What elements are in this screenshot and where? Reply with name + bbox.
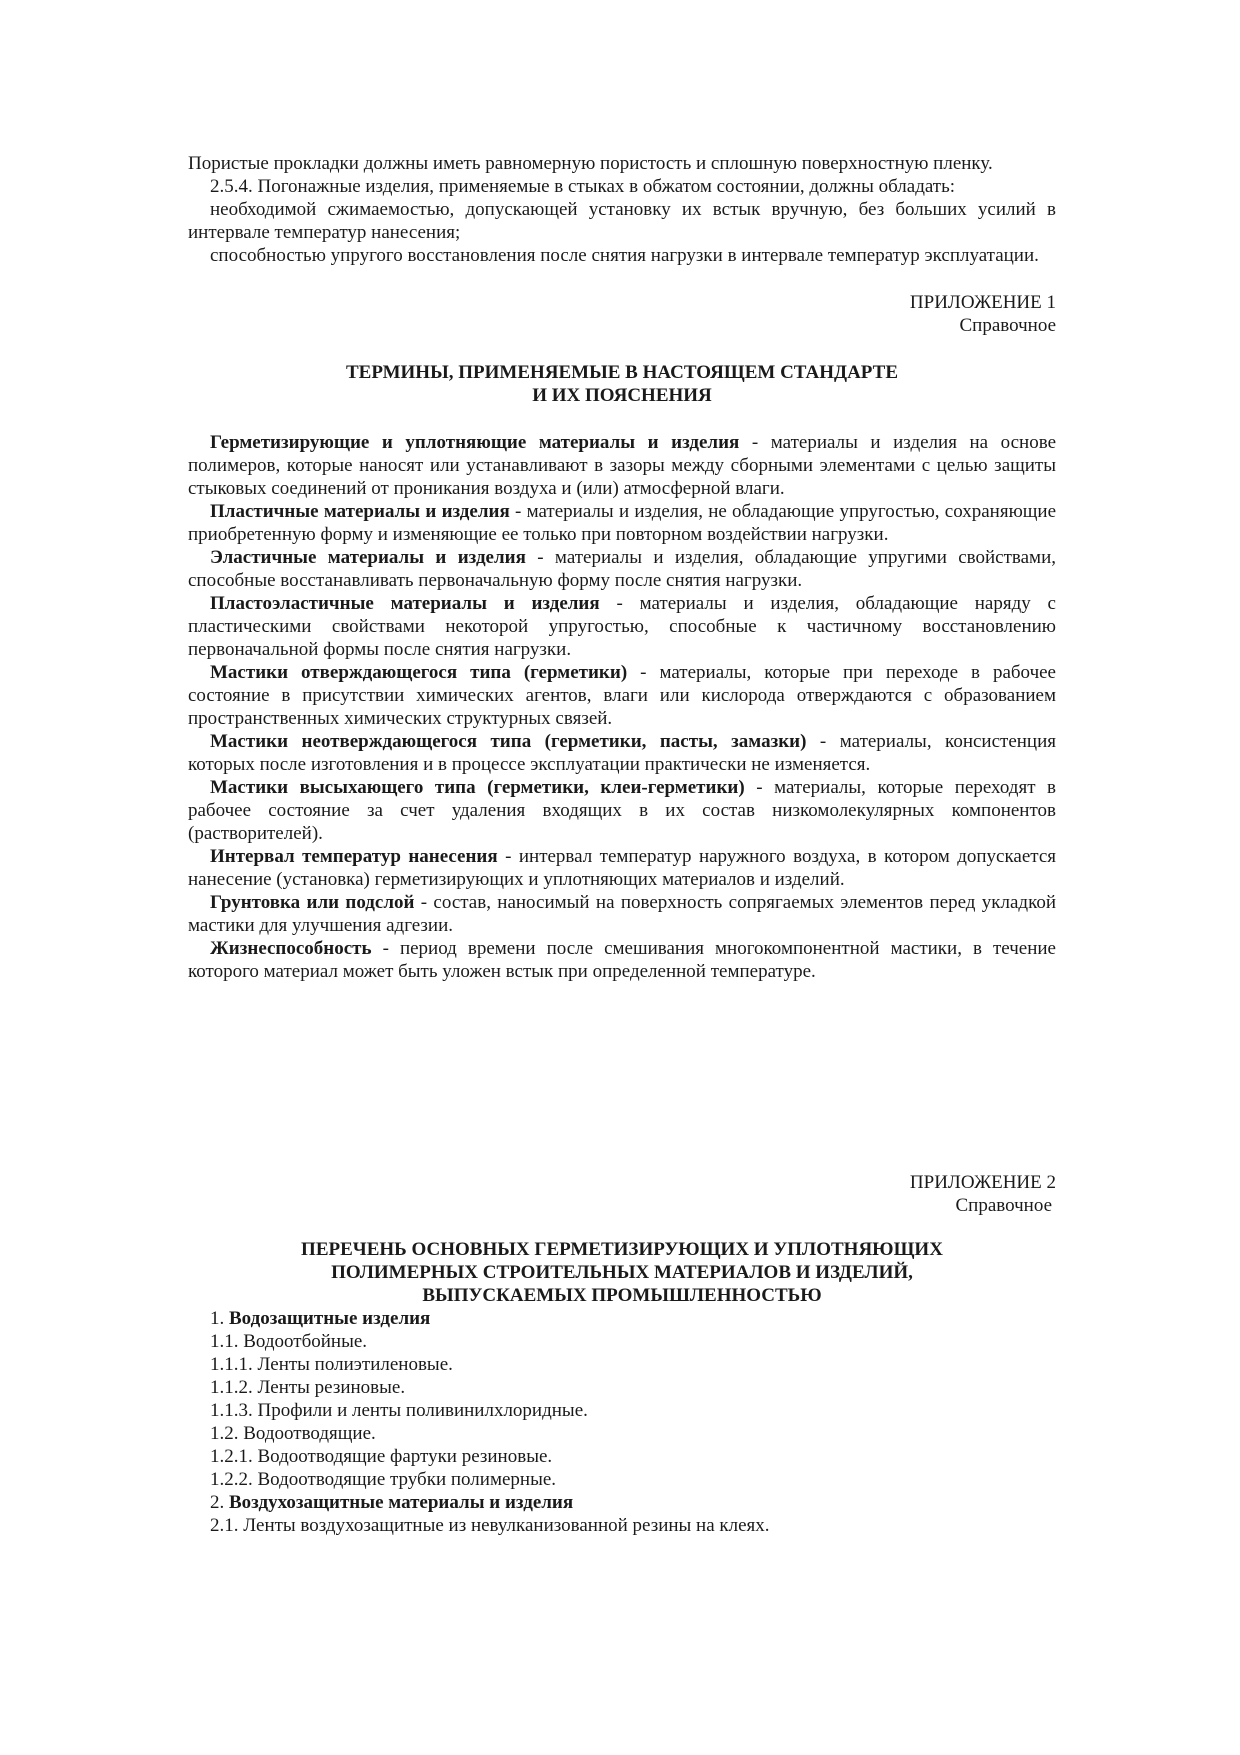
- appendix2-title-line3: ВЫПУСКАЕМЫХ ПРОМЫШЛЕННОСТЬЮ: [422, 1285, 822, 1306]
- list-item: [188, 1468, 1056, 1491]
- appendix2-title-line1: ПЕРЕЧЕНЬ ОСНОВНЫХ ГЕРМЕТИЗИРУЮЩИХ И УПЛОТНЯЮЩИХ: [301, 1239, 943, 1260]
- appendix1-kind: Справочное: [959, 315, 1056, 336]
- term-definition: - материалы и изделия на основе полимеров, которые наносят или устанавливают в зазоры между сборными элементами с целью защиты стыковых соединений от проникания воздуха и (или) атмосферной влаги.: [188, 432, 1057, 499]
- term-definition: - материалы и изделия, обладающие упругими свойствами, способные восстанавливать первоначальную форму после снятия нагрузки.: [188, 547, 1056, 591]
- appendix1-title-line2: И ИХ ПОЯСНЕНИЯ: [532, 385, 712, 406]
- term-entry: [188, 776, 1056, 845]
- document-page: [188, 152, 1056, 1537]
- term-name: Интервал температур нанесения: [210, 846, 498, 867]
- intro-paragraph-3: необходимой сжимаемостью, допускающей установку их встык вручную, без больших усилий в интервале температур нанесения;: [188, 199, 1056, 243]
- term-name: Пластичные материалы и изделия: [210, 501, 510, 522]
- appendix2-title-line2: ПОЛИМЕРНЫХ СТРОИТЕЛЬНЫХ МАТЕРИАЛОВ И ИЗДЕЛИЙ,: [331, 1262, 913, 1283]
- term-name: Мастики неотверждающегося типа (герметики, пасты, замазки): [210, 731, 807, 752]
- appendix2-label: ПРИЛОЖЕНИЕ 2: [909, 1172, 1056, 1193]
- term-definition: - период времени после смешивания многокомпонентной мастики, в течение которого материал может быть уложен встык при определенной температуре.: [188, 938, 1056, 982]
- list-item-text: Водоотбойные.: [243, 1331, 368, 1352]
- list-item-text: Ленты полиэтиленовые.: [257, 1354, 453, 1375]
- term-definition: - материалы и изделия, обладающие наряду с пластическими свойствами некоторой упругостью, способные к частичному восстановлению первоначальной формы после снятия нагрузки.: [188, 593, 1056, 660]
- list-item: [188, 1422, 1056, 1445]
- list-item: [188, 1399, 1056, 1422]
- list-item-number: 2.: [210, 1492, 229, 1513]
- list-item: [188, 1514, 1056, 1537]
- list-item: [188, 1376, 1056, 1399]
- intro-paragraph-4: способностью упругого восстановления после снятия нагрузки в интервале температур эксплуатации.: [210, 245, 1039, 266]
- list-item-number: 1.1.3.: [210, 1400, 258, 1421]
- term-name: Грунтовка или подслой: [210, 892, 415, 913]
- list-item: [188, 1491, 1056, 1514]
- terms-list: [188, 431, 1056, 983]
- term-name: Эластичные материалы и изделия: [210, 547, 526, 568]
- list-item-number: 1.1.1.: [210, 1354, 258, 1375]
- term-entry: [188, 845, 1056, 891]
- list-item-text: Ленты резиновые.: [257, 1377, 406, 1398]
- appendix1-title-line1: ТЕРМИНЫ, ПРИМЕНЯЕМЫЕ В НАСТОЯЩЕМ СТАНДАРТЕ: [345, 362, 898, 383]
- list-item: [188, 1353, 1056, 1376]
- term-name: Герметизирующие и уплотняющие материалы и изделия: [210, 432, 740, 453]
- term-name: Мастики высыхающего типа (герметики, клеи-герметики): [210, 777, 745, 798]
- materials-list: [188, 1307, 1056, 1537]
- list-item-number: 2.1.: [210, 1515, 244, 1536]
- list-item-number: 1.2.2.: [210, 1469, 258, 1490]
- term-entry: [188, 730, 1056, 776]
- list-item-text: Водоотводящие.: [243, 1423, 376, 1444]
- term-name: Жизнеспособность: [210, 938, 372, 959]
- term-name: Пластоэластичные материалы и изделия: [210, 593, 600, 614]
- list-item-number: 1.2.1.: [210, 1446, 258, 1467]
- list-item-number: 1.1.2.: [210, 1377, 258, 1398]
- term-definition: - материалы, которые переходят в рабочее состояние за счет удаления входящих в их состав низкомолекулярных компонентов (растворителей).: [188, 777, 1057, 844]
- term-entry: [188, 431, 1056, 500]
- term-entry: [188, 937, 1056, 983]
- term-entry: [188, 500, 1056, 546]
- list-item-number: 1.1.: [210, 1331, 244, 1352]
- list-item: [188, 1330, 1056, 1353]
- list-item-text: Водоотводящие фартуки резиновые.: [257, 1446, 553, 1467]
- appendix1-label: ПРИЛОЖЕНИЕ 1: [909, 292, 1056, 313]
- list-item-text: Водоотводящие трубки полимерные.: [257, 1469, 557, 1490]
- list-item-text: Воздухозащитные материалы и изделия: [229, 1492, 574, 1513]
- term-definition: - материалы, которые при переходе в рабочее состояние в присутствии химических агентов, влаги или кислорода отверждаются с образованием пространственных химических структурных связей.: [188, 662, 1056, 729]
- list-item-text: Профили и ленты поливинилхлоридные.: [257, 1400, 588, 1421]
- term-definition: - интервал температур наружного воздуха, в котором допускается нанесение (установка) герметизирующих и уплотняющих материалов и изделий.: [188, 846, 1056, 890]
- term-entry: [188, 592, 1056, 661]
- list-item-text: Водозащитные изделия: [229, 1308, 431, 1329]
- list-item-text: Ленты воздухозащитные из невулканизованной резины на клеях.: [243, 1515, 770, 1536]
- term-name: Мастики отверждающегося типа (герметики): [210, 662, 628, 683]
- term-entry: [188, 546, 1056, 592]
- list-item: [188, 1307, 1056, 1330]
- term-definition: - материалы и изделия, не обладающие упругостью, сохраняющие приобретенную форму и изменяющие ее только при повторном воздействии нагрузки.: [188, 501, 1056, 545]
- term-definition: - состав, наносимый на поверхность сопрягаемых элементов перед укладкой мастики для улучшения адгезии.: [188, 892, 1057, 936]
- list-item-number: 1.: [210, 1308, 229, 1329]
- list-item: [188, 1445, 1056, 1468]
- intro-paragraph-2: 2.5.4. Погонажные изделия, применяемые в стыках в обжатом состоянии, должны обладать:: [210, 176, 956, 197]
- list-item-number: 1.2.: [210, 1423, 244, 1444]
- intro-paragraph-1: Пористые прокладки должны иметь равномерную пористость и сплошную поверхностную пленку.: [188, 153, 993, 174]
- term-definition: - материалы, консистенция которых после изготовления и в процессе эксплуатации практически не изменяется.: [188, 731, 1056, 775]
- term-entry: [188, 661, 1056, 730]
- appendix2-kind: Справочное: [955, 1195, 1052, 1216]
- term-entry: [188, 891, 1056, 937]
